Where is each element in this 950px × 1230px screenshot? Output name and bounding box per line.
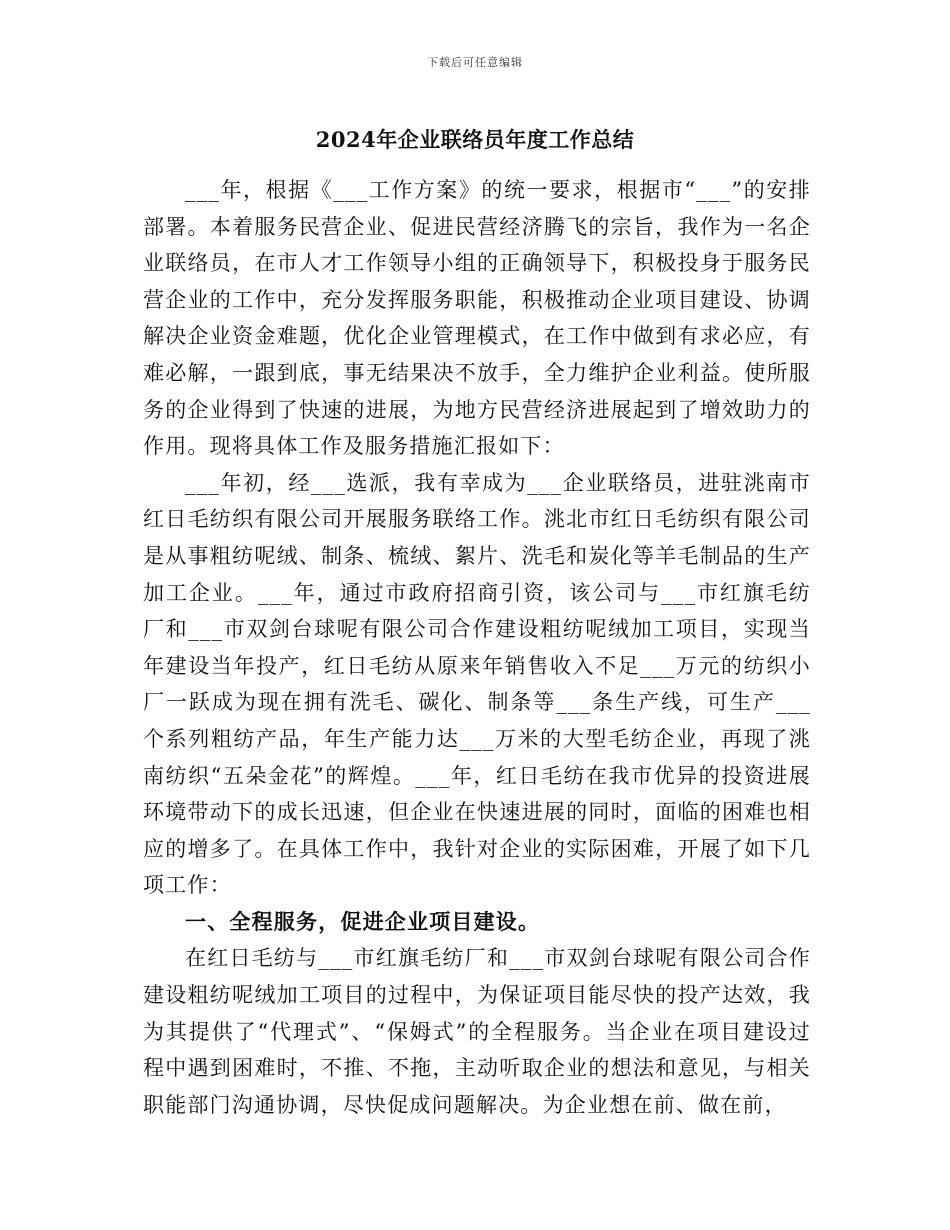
document-title: 2024年企业联络员年度工作总结 bbox=[315, 127, 635, 152]
page-header-note: 下载后可任意编辑 bbox=[427, 56, 523, 69]
body-paragraph-background: ___年初，经___选派，我有幸成为___企业联络员，进驻洮南市红日毛纺织有限公司开展服务联络工作。洮北市红日毛纺织有限公司是从事粗纺呢绒、制条、梳绒、絮片、洗毛和炭化等羊毛制品的生产加工企业。___年，通过市政府招商引资，该公司与___市红旗毛纺厂和___市双剑台球呢有限公司合作建设粗纺呢绒加工项目，实现当年建设当年投产，红日毛纺从原来年销售收入不足___万元的纺织小厂一跃成为现在拥有洗毛、碳化、制条等___条生产线，可生产___个系列粗纺产品，年生产能力达___万米的大型毛纺企业，再现了洮南纺织“五朵金花”的辉煌。___年，红日毛纺在我市优异的投资进展环境带动下的成长迅速，但企业在快速进展的同时，面临的困难也相应的增多了。在具体工作中，我针对企业的实际困难，开展了如下几项工作： bbox=[143, 470, 811, 898]
section-heading: 一、全程服务，促进企业项目建设。 bbox=[185, 908, 541, 934]
body-paragraph-intro: ___年，根据《___工作方案》的统一要求，根据市“___”的安排部署。本着服务民营企业、促进民营经济腾飞的宗旨，我作为一名企业联络员，在市人才工作领导小组的正确领导下，积极投身于服务民营企业的工作中，充分发挥服务职能，积极推动企业项目建设、协调解决企业资金难题，优化企业管理模式，在工作中做到有求必应，有难必解，一跟到底，事无结果决不放手，全力维护企业利益。使所服务的企业得到了快速的进展，为地方民营经济进展起到了增效助力的作用。现将具体工作及服务措施汇报如下： bbox=[143, 178, 811, 459]
document-body bbox=[143, 172, 811, 1123]
section-paragraph: 在红日毛纺与___市红旗毛纺厂和___市双剑台球呢有限公司合作建设粗纺呢绒加工项目的过程中，为保证项目能尽快的投产达效，我为其提供了“代理式”、“保姆式”的全程服务。当企业在项目建设过程中遇到困难时，不推、不拖，主动听取企业的想法和意见，与相关职能部门沟通协调，尽快促成问题解决。为企业想在前、做在前， bbox=[143, 946, 811, 1117]
